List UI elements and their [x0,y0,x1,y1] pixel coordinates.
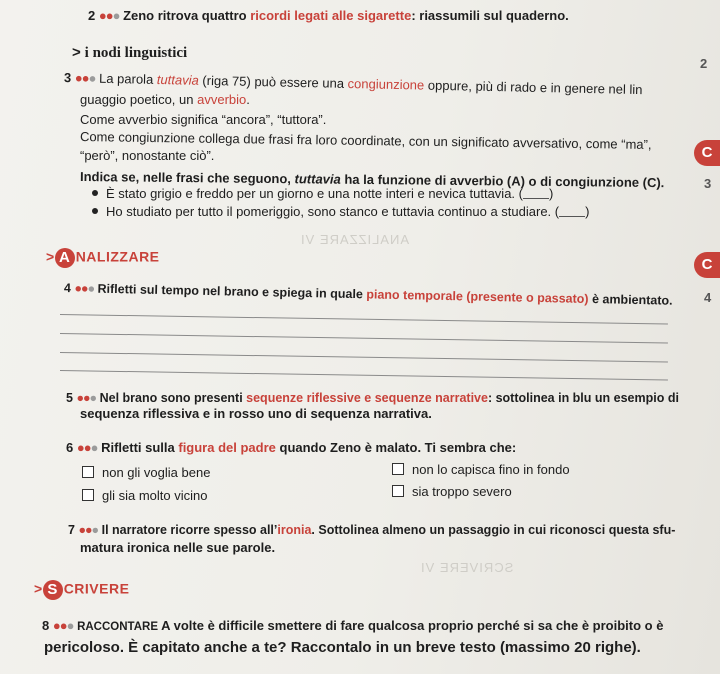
margin-tab: C [694,140,720,166]
option-label: non lo capisca fino in fondo [412,462,570,477]
highlight: piano temporale (presente o passato) [366,287,589,306]
section-title: i nodi linguistici [84,45,188,61]
chevron-right-icon: > [34,580,43,597]
section-title: NALIZZARE [75,248,160,265]
text: ) [548,186,554,201]
checkbox[interactable] [392,463,404,475]
margin-number: 3 [704,176,712,191]
difficulty-dots: ●●● [98,8,120,23]
answer-line[interactable] [60,314,668,325]
text: oppure, più di rado e in genere nel lin [424,77,643,98]
exercise-number: 7 [68,523,75,537]
keyword: tuttavia [156,71,199,88]
exercise-highlight: ricordi legati alle sigarette [250,8,412,23]
exercise-5-line1 [66,390,679,406]
highlight: sequenze riflessive e sequenze narrative [246,391,488,405]
section-nodi-linguistici [72,44,187,61]
bleed-through-text-2: SCRIVERE VI [420,560,514,575]
checkbox[interactable] [82,466,94,478]
text: Rifletti sul tempo nel brano e spiega in quale [97,281,367,302]
text: È stato grigio e freddo per un giorno e una notte interi e nevica tuttavia. ( [106,186,523,201]
exercise-3-line5: “però”, nonostante ciò”. [80,148,215,163]
section-initial: S [43,580,63,600]
option-1[interactable] [82,465,210,481]
option-3[interactable] [82,488,208,504]
text: : sottolinea in blu un esempio di [487,391,679,405]
difficulty-dots: ●●● [74,281,95,296]
exercise-3-bullet-1 [92,186,553,202]
answer-blank[interactable] [559,205,585,217]
text: Indica se, nelle frasi che seguono, [79,169,295,187]
difficulty-dots: ●●● [76,391,97,405]
exercise-3-bullet-2 [92,204,589,220]
exercise-label: RACCONTARE [77,621,158,633]
text: ha la funzione di avverbio (A) o di congiunzione (C). [340,171,665,191]
difficulty-dots: ●●● [74,70,96,86]
difficulty-dots: ●●● [52,618,74,633]
exercise-4 [64,280,673,309]
option-label: gli sia molto vicino [102,488,208,503]
exercise-number: 5 [66,391,73,405]
answer-line[interactable] [60,352,668,363]
exercise-number: 8 [42,618,50,633]
chevron-right-icon: > [72,44,81,61]
chevron-right-icon: > [46,248,55,265]
option-label: sia troppo severo [412,484,512,499]
highlight: ironia [277,523,312,537]
exercise-3-line4: Come congiunzione collega due frasi fra loro coordinate, con un significato avversativo, come “ma”, [79,129,652,152]
keyword: tuttavia [294,171,341,187]
text: quando Zeno è malato. Ti sembra che: [275,440,517,455]
section-scrivere [34,580,129,600]
bullet-icon [92,190,98,196]
text: Ho studiato per tutto il pomeriggio, sono stanco e tuttavia continuo a studiare. ( [106,204,560,219]
exercise-text: Zeno ritrova quattro [123,8,251,23]
highlight: avverbio [197,92,247,107]
exercise-number: 4 [63,281,72,296]
exercise-3-line2 [80,92,250,108]
exercise-text-end: : riassumili sul quaderno. [411,8,569,23]
text: Rifletti sulla [101,440,179,455]
text: ) [585,204,590,219]
exercise-number: 2 [88,8,96,23]
answer-line[interactable] [60,370,668,381]
answer-blank[interactable] [523,187,549,199]
exercise-8-line2: pericoloso. È capitato anche a te? Raccontalo in un breve testo (massimo 20 righe). [44,639,641,656]
difficulty-dots: ●●● [76,440,98,455]
exercise-2 [88,8,569,24]
margin-number: 2 [700,56,708,71]
highlight: figura del padre [178,440,276,455]
text: . [246,92,250,107]
exercise-7-line1 [68,522,675,538]
text: A volte è difficile smettere di fare qualcosa proprio perché si sa che è proibito o è [157,618,664,633]
section-analizzare [46,248,160,268]
text: guaggio poetico, un [80,92,198,107]
exercise-number: 3 [63,70,72,86]
option-2[interactable] [392,462,570,478]
highlight: congiunzione [347,75,425,93]
text: La parola [98,70,158,87]
section-title: CRIVERE [63,580,130,597]
exercise-6 [66,440,516,456]
checkbox[interactable] [392,485,404,497]
exercise-8-line1 [42,618,663,635]
text: (riga 75) può essere una [198,72,348,91]
exercise-number: 6 [66,440,74,455]
exercise-7-line2: matura ironica nelle sue parole. [80,540,276,555]
exercise-3-line3: Come avverbio significa “ancora”, “tuttora”. [80,112,327,127]
section-initial: A [55,248,75,268]
bullet-icon [92,208,98,214]
text: Nel brano sono presenti [99,391,247,405]
text: Il narratore ricorre spesso all’ [101,523,278,537]
margin-number: 4 [704,290,712,305]
margin-tab: C [694,252,720,278]
option-4[interactable] [392,484,512,500]
difficulty-dots: ●●● [78,523,99,537]
text: è ambientato. [588,291,673,308]
answer-line[interactable] [60,333,668,344]
bleed-through-text: ANALIZZARE VI [300,232,410,247]
text: . Sottolinea almeno un passaggio in cui riconosci questa sfu- [311,523,676,537]
exercise-5-line2: sequenza riflessiva e in rosso uno di sequenza narrativa. [80,406,432,421]
checkbox[interactable] [82,489,94,501]
option-label: non gli voglia bene [102,465,211,480]
